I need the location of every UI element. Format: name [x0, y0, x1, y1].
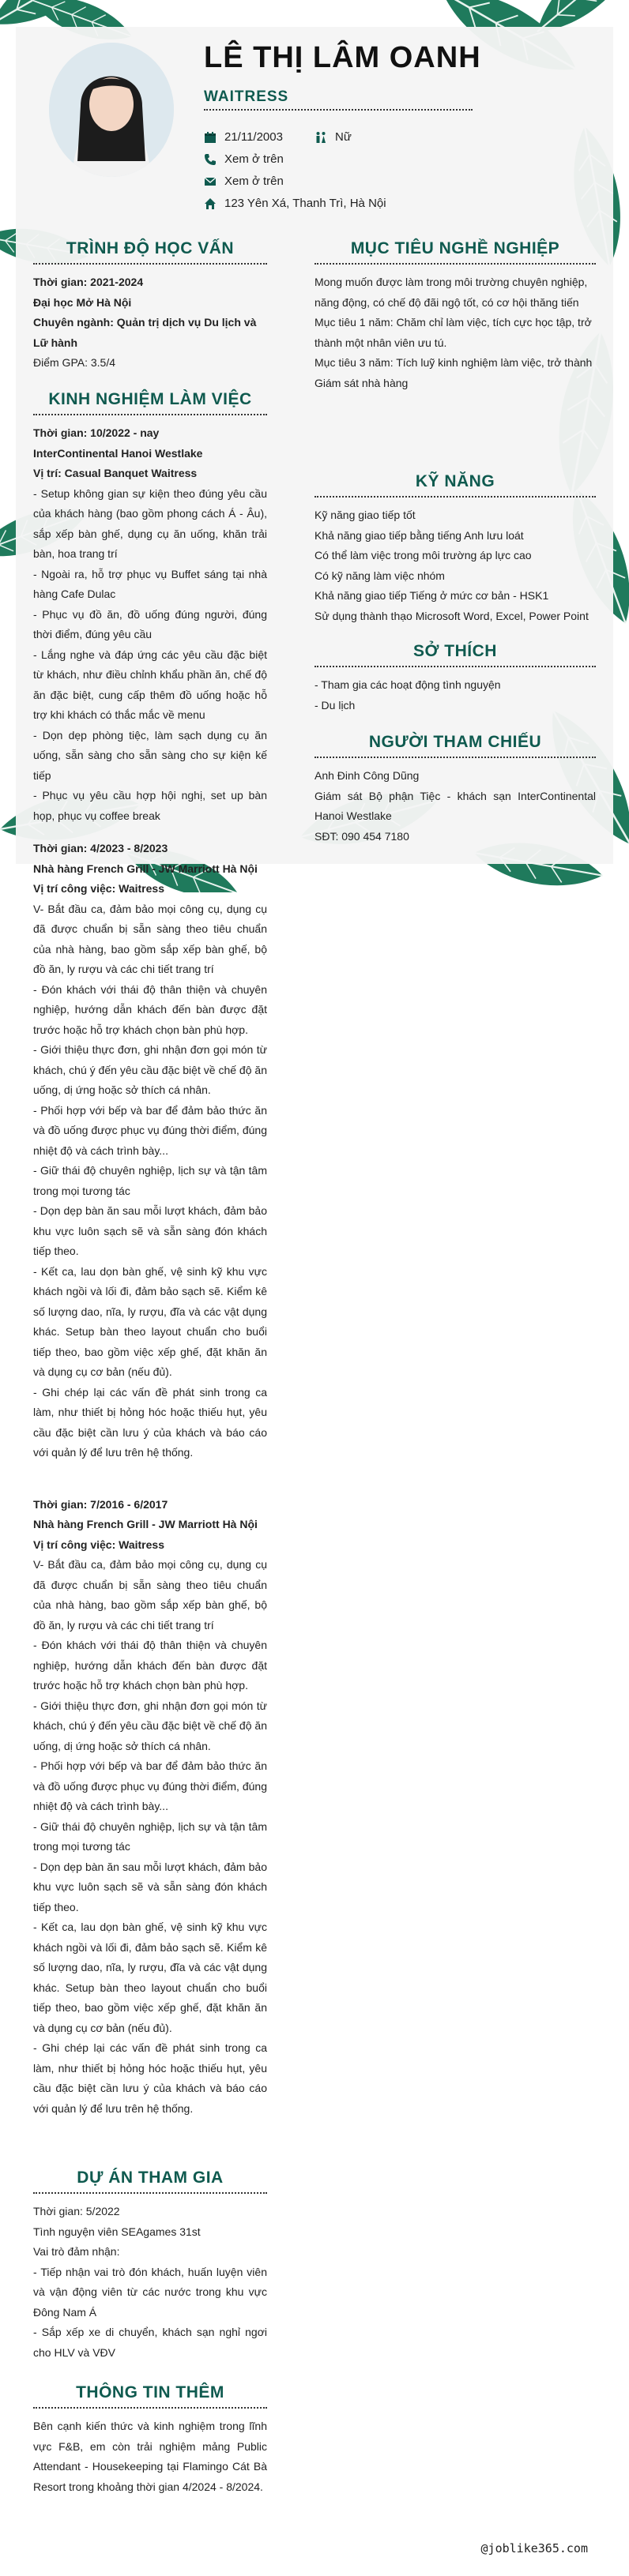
skills-title: KỸ NĂNG	[314, 472, 596, 498]
gender-value: Nữ	[335, 130, 352, 144]
hobby-item: - Tham gia các hoạt động tình nguyện	[314, 678, 501, 691]
objective-line: Mong muốn được làm trong môi trường chuyên nghiệp, năng động, có chế độ đãi ngộ tốt, có cơ hội thăng tiến	[314, 276, 588, 309]
job-duty: - Giữ thái độ chuyên nghiệp, lịch sự và tận tâm trong mọi tương tác	[33, 1819, 267, 1853]
phone-row	[204, 152, 284, 166]
job-duty: - Dọn dẹp bàn ăn sau mỗi lượt khách, đảm bảo khu vực luôn sạch sẽ và sẵn sàng đón khách tiếp theo.	[33, 1860, 267, 1913]
job-duty: - Dọn dẹp bàn ăn sau mỗi lượt khách, đảm bảo khu vực luôn sạch sẽ và sẵn sàng đón khách tiếp theo.	[33, 1204, 267, 1257]
job-duty: V- Bắt đầu ca, đảm bảo mọi công cụ, dụng cụ đã được chuẩn bị sẵn sàng theo tiêu chuẩn của nhà hàng, bao gồm sắp xếp bàn ghế, bộ đồ ăn, ly rượu và các chi tiết trang trí	[33, 1558, 267, 1632]
objective-title: MỤC TIÊU NGHỀ NGHIỆP	[314, 239, 596, 265]
reference-phone: SĐT: 090 454 7180	[314, 829, 409, 843]
objective-line: Mục tiêu 1 năm: Chăm chỉ làm việc, tích cực học tập, trở thành một nhân viên ưu tú.	[314, 316, 592, 349]
job-company: Nhà hàng French Grill - JW Marriott Hà Nội	[33, 1518, 258, 1530]
footer-site: @joblike365.com	[480, 2541, 588, 2555]
hobbies-title: SỞ THÍCH	[314, 642, 596, 667]
skill-item: Có thể làm việc trong môi trường áp lực cao	[314, 549, 532, 561]
education-school: Đại học Mở Hà Nội	[33, 295, 132, 309]
job-duty: - Giới thiệu thực đơn, ghi nhận đơn gọi món từ khách, chú ý đến yêu cầu đặc biệt về chế độ ăn uống, dị ứng hoặc sở thích cá nhân.	[33, 1043, 267, 1096]
hobby-item: - Du lịch	[314, 698, 356, 712]
education-title: TRÌNH ĐỘ HỌC VẤN	[33, 239, 267, 265]
email-row	[204, 175, 284, 188]
skills-section	[314, 472, 596, 626]
education-period: Thời gian: 2021-2024	[33, 276, 144, 288]
job-duty: - Đón khách với thái độ thân thiện và chuyên nghiệp, hướng dẫn khách đến bàn được đặt trước hoặc hỗ trợ khách chọn bàn phù hợp.	[33, 1639, 267, 1692]
experience-list	[33, 423, 267, 2119]
projects-section	[33, 2169, 267, 2363]
email-icon	[204, 175, 217, 188]
reference-title: NGƯỜI THAM CHIẾU	[314, 733, 596, 758]
job-duty: - Setup không gian sự kiện theo đúng yêu cầu của khách hàng (bao gồm phong cách Á - Âu), sắp xếp bàn ghế, dụng cụ ăn uống, khăn trải bàn, hoa trang trí	[33, 486, 267, 560]
job-company: InterContinental Hanoi Westlake	[33, 446, 203, 460]
job-duty: - Giới thiệu thực đơn, ghi nhận đơn gọi món từ khách, chú ý đến yêu cầu đặc biệt về chế độ ăn uống, dị ứng hoặc sở thích cá nhân.	[33, 1699, 267, 1752]
extra-text: Bên cạnh kiến thức và kinh nghiệm trong lĩnh vực F&B, em còn trải nghiệm mảng Public Attendant - Housekeeping tại Flamingo Cát Bà Resort trong khoảng thời gian 4/2024 - 8/2024.	[33, 2420, 267, 2493]
extra-section	[33, 2383, 267, 2497]
skill-item: Kỹ năng giao tiếp tốt	[314, 509, 416, 521]
email-value: Xem ở trên	[224, 175, 284, 188]
job-duty: - Đón khách với thái độ thân thiện và chuyên nghiệp, hướng dẫn khách đến bàn được đặt trước hoặc hỗ trợ khách chọn bàn phù hợp.	[33, 982, 267, 1036]
experience-entry	[33, 839, 267, 1463]
reference-name: Anh Đinh Công Dũng	[314, 769, 420, 782]
job-period: Thời gian: 7/2016 - 6/2017	[33, 1497, 168, 1511]
job-duty: - Phục vụ yêu cầu hợp hội nghị, set up bàn họp, phục vụ coffee break	[33, 789, 267, 822]
education-gpa: Điểm GPA: 3.5/4	[33, 356, 116, 369]
job-duty: V- Bắt đầu ca, đảm bảo mọi công cụ, dụng cụ đã được chuẩn bị sẵn sàng theo tiêu chuẩn của nhà hàng, bao gồm sắp xếp bàn ghế, bộ đồ ăn, ly rượu và các chi tiết trang trí	[33, 902, 267, 975]
job-duty: - Phối hợp với bếp và bar để đảm bảo thức ăn và đồ uống được phục vụ đúng thời điểm, đúng nhiệt độ và cách trình bày...	[33, 1759, 267, 1812]
job-duty: - Ghi chép lại các vấn đề phát sinh trong ca làm, như thiết bị hỏng hóc hoặc thiếu hụt, yêu cầu đặc biệt cần lưu ý của khách và báo cáo với quản lý để lưu trên hệ thống.	[33, 1385, 267, 1459]
job-duty: - Phục vụ đồ ăn, đồ uống đúng người, đúng thời điểm, đúng yêu cầu	[33, 607, 267, 640]
job-duty: - Kết ca, lau dọn bàn ghế, vệ sinh kỹ khu vực khách ngồi và lối đi, đảm bảo sạch sẽ. Kiểm kê số lượng dao, nĩa, ly rượu, đĩa và các vật dụng khác. Setup bàn theo layout chuẩn cho buổi tiếp theo, bao gồm việc xếp ghế, đặt khăn ăn và dụng cụ cơ bản (nếu đủ).	[33, 1264, 267, 1378]
job-position: Vị trí: Casual Banquet Waitress	[33, 467, 198, 479]
reference-position: Giám sát Bộ phận Tiệc - khách sạn InterContinental Hanoi Westlake	[314, 789, 596, 822]
job-duty: - Ngoài ra, hỗ trợ phục vụ Buffet sáng tại nhà hàng Cafe Dulac	[33, 567, 267, 600]
job-duty: - Lắng nghe và đáp ứng các yêu cầu đặc biệt từ khách, như điều chỉnh khẩu phần ăn, chế độ ăn đặc biệt, cung cấp thêm đồ uống hoặc hỗ trợ khi khách có thắc mắc về menu	[33, 648, 267, 721]
gender-icon	[314, 131, 327, 144]
experience-entry	[33, 423, 267, 826]
project-period: Thời gian: 5/2022	[33, 2205, 120, 2217]
role-divider	[204, 109, 473, 111]
hobbies-section	[314, 642, 596, 715]
education-major: Chuyên ngành: Quản trị dịch vụ Du lịch và Lữ hành	[33, 316, 257, 349]
job-period: Thời gian: 10/2022 - nay	[33, 426, 160, 439]
calendar-icon	[204, 131, 217, 144]
candidate-name: LÊ THỊ LÂM OANH	[204, 41, 481, 74]
skill-item: Sử dụng thành thạo Microsoft Word, Excel, Power Point	[314, 609, 589, 622]
objective-section	[314, 239, 596, 393]
experience-entry	[33, 1495, 267, 2120]
project-duty: - Sắp xếp xe di chuyển, khách sạn nghỉ ngơi cho HLV và VĐV	[33, 2326, 267, 2359]
project-name: Tình nguyện viên SEAgames 31st	[33, 2225, 201, 2238]
gender-row	[314, 130, 352, 144]
phone-icon	[204, 153, 217, 166]
extra-title: THÔNG TIN THÊM	[33, 2383, 267, 2409]
job-period: Thời gian: 4/2023 - 8/2023	[33, 842, 168, 854]
experience-section	[33, 390, 267, 2119]
avatar	[49, 43, 174, 177]
birthday-row	[204, 130, 283, 144]
projects-title: DỰ ÁN THAM GIA	[33, 2169, 267, 2194]
project-duty: - Tiếp nhận vai trò đón khách, huấn luyện viên và vận động viên từ các nước trong khu vực Đông Nam Á	[33, 2265, 267, 2319]
address-row	[204, 197, 386, 210]
reference-section	[314, 733, 596, 847]
objective-line: Mục tiêu 3 năm: Tích luỹ kinh nghiệm làm việc, trở thành Giám sát nhà hàng	[314, 356, 593, 389]
birthday-value: 21/11/2003	[224, 130, 283, 144]
skill-item: Có kỹ năng làm việc nhóm	[314, 569, 445, 582]
job-duty: - Dọn dẹp phòng tiệc, làm sạch dụng cụ ăn uống, sẵn sàng cho sẵn sàng cho sự kiện kế tiếp	[33, 728, 267, 782]
experience-title: KINH NGHIỆM LÀM VIỆC	[33, 390, 267, 415]
job-duty: - Ghi chép lại các vấn đề phát sinh trong ca làm, như thiết bị hỏng hóc hoặc thiếu hụt, yêu cầu đặc biệt cần lưu ý của khách và báo cáo với quản lý để lưu trên hệ thống.	[33, 2041, 267, 2115]
job-position: Vị trí công việc: Waitress	[33, 1538, 164, 1551]
portrait-image	[49, 43, 174, 177]
job-company: Nhà hàng French Grill - JW Marriott Hà Nội	[33, 862, 258, 875]
candidate-role: WAITRESS	[204, 88, 289, 105]
job-duty: - Kết ca, lau dọn bàn ghế, vệ sinh kỹ khu vực khách ngồi và lối đi, đảm bảo sạch sẽ. Kiểm kê số lượng dao, nĩa, ly rượu, đĩa và các vật dụng khác. Setup bàn theo layout chuẩn cho buổi tiếp theo, bao gồm việc xếp ghế, đặt khăn ăn và dụng cụ cơ bản (nếu đủ).	[33, 1921, 267, 2034]
job-position: Vị trí công việc: Waitress	[33, 882, 164, 895]
skill-item: Khả năng giao tiếp bằng tiếng Anh lưu loát	[314, 528, 524, 542]
phone-value: Xem ở trên	[224, 152, 284, 166]
skill-item: Khả năng giao tiếp Tiếng ở mức cơ bản - HSK1	[314, 589, 549, 602]
job-duty: - Giữ thái độ chuyên nghiệp, lịch sự và tận tâm trong mọi tương tác	[33, 1164, 267, 1197]
education-section	[33, 239, 267, 374]
project-role-label: Vai trò đảm nhận:	[33, 2245, 120, 2258]
job-duty: - Phối hợp với bếp và bar để đảm bảo thức ăn và đồ uống được phục vụ đúng thời điểm, đúng nhiệt độ và cách trình bày...	[33, 1103, 267, 1157]
home-icon	[204, 197, 217, 210]
address-value: 123 Yên Xá, Thanh Trì, Hà Nội	[224, 197, 386, 210]
